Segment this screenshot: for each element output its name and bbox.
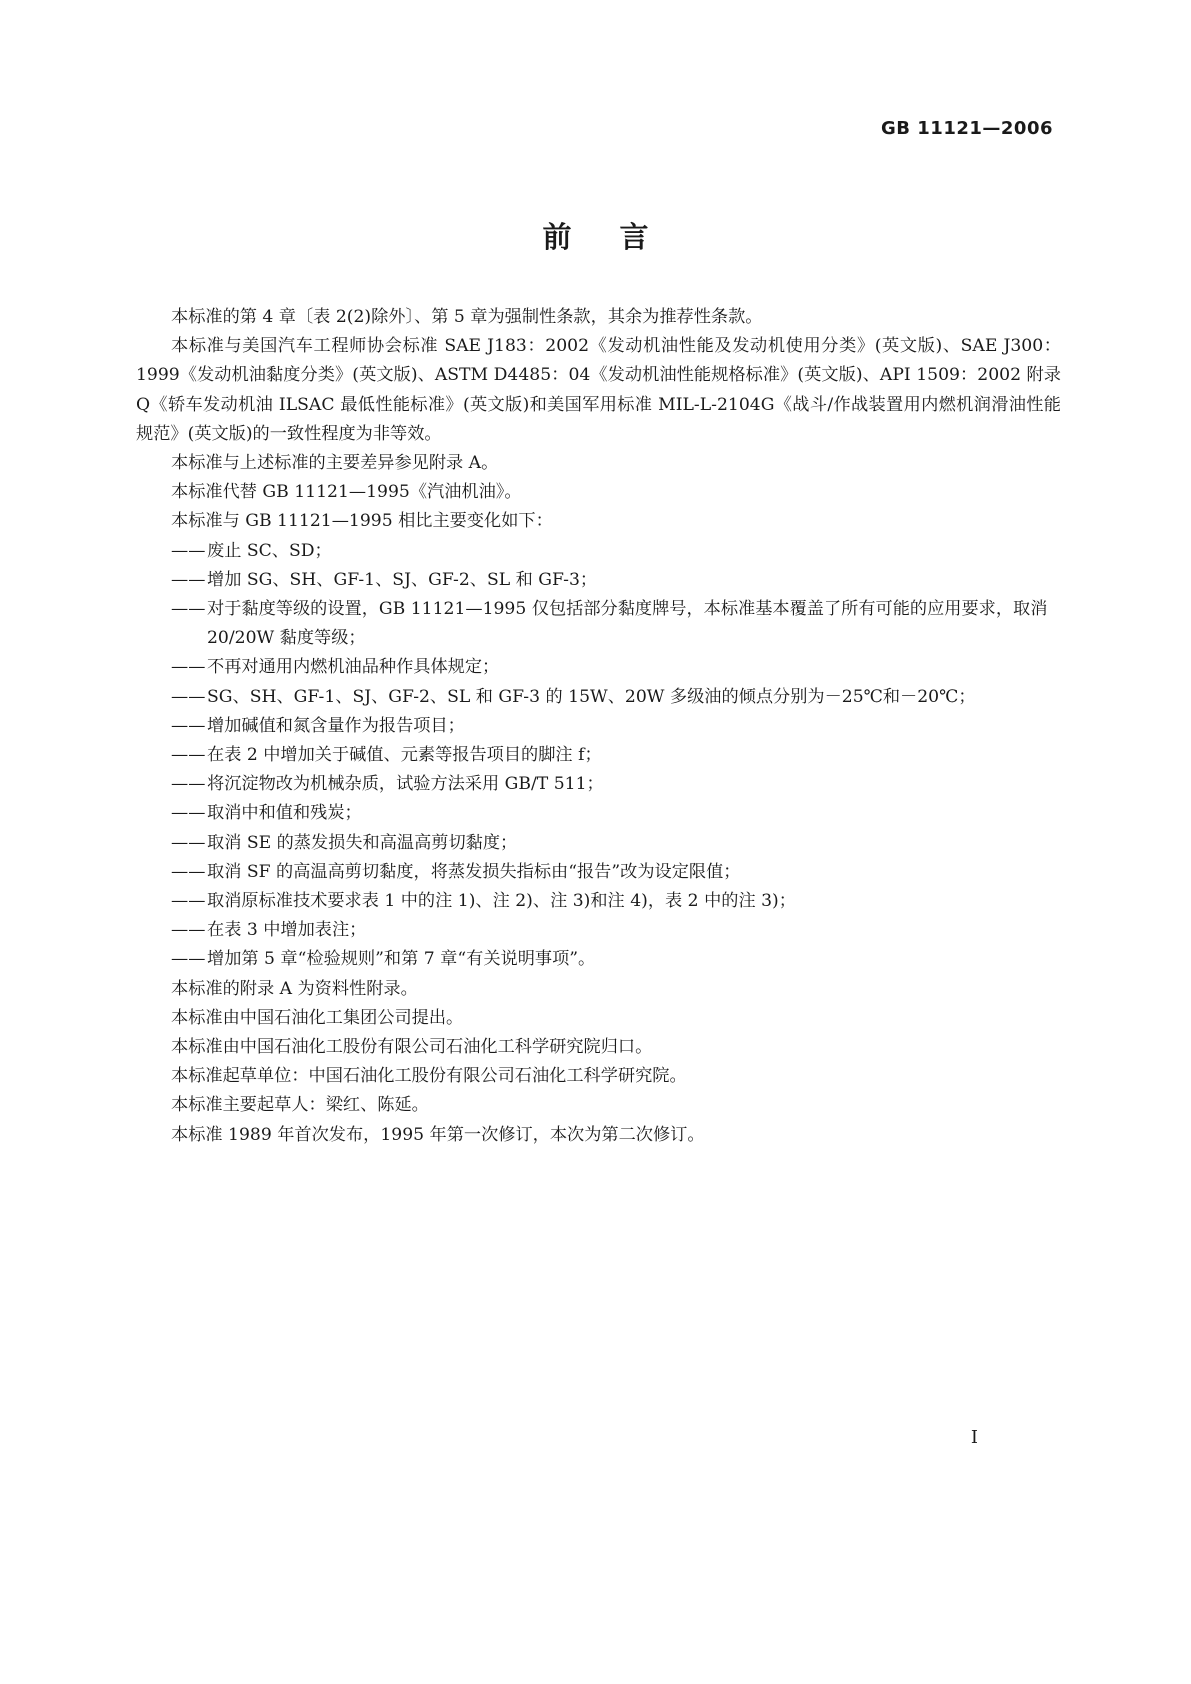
dash-marker: —— — [171, 803, 206, 824]
paragraph-changes-intro: 本标准与 GB 11121—1995 相比主要变化如下： — [171, 511, 553, 532]
page-number: I — [970, 1427, 978, 1448]
list-item-text: 不再对通用内燃机油品种作具体规定； — [207, 657, 500, 678]
list-item — [171, 683, 1061, 712]
paragraph-drafters: 本标准主要起草人：梁红、陈延。 — [171, 1095, 429, 1116]
list-item-text: 取消原标准技术要求表 1 中的注 1)、注 2)、注 3)和注 4)，表 2 中的注 3)； — [207, 891, 796, 912]
list-item — [171, 887, 1061, 916]
list-item — [171, 595, 1061, 653]
list-item-text: 取消 SE 的蒸发损失和高温高剪切黏度； — [207, 832, 518, 853]
list-item-text: 增加碱值和氮含量作为报告项目； — [207, 715, 465, 736]
list-item-text: 增加 SG、SH、GF-1、SJ、GF-2、SL 和 GF-3； — [207, 569, 598, 590]
dash-marker: —— — [171, 920, 206, 941]
dash-marker: —— — [171, 949, 206, 970]
dash-marker: —— — [171, 657, 206, 678]
list-item — [171, 566, 1061, 595]
list-item — [171, 799, 1061, 828]
paragraph-administrator: 本标准由中国石油化工股份有限公司石油化工科学研究院归口。 — [171, 1037, 653, 1058]
dash-marker: —— — [171, 540, 206, 561]
list-item-text: 取消 SF 的高温高剪切黏度，将蒸发损失指标由“报告”改为设定限值； — [207, 861, 741, 882]
dash-marker: —— — [171, 745, 206, 766]
list-item — [171, 916, 1061, 945]
list-item-text: 在表 3 中增加表注； — [207, 920, 367, 941]
dash-marker: —— — [171, 569, 206, 590]
list-item — [171, 829, 1061, 858]
dash-marker: —— — [171, 891, 206, 912]
list-item — [171, 945, 1061, 974]
list-item-text: 取消中和值和残炭； — [207, 803, 362, 824]
paragraph-annex: 本标准的附录 A 为资料性附录。 — [171, 978, 418, 999]
list-item-text: 废止 SC、SD； — [207, 540, 332, 561]
list-item-text: 对于黏度等级的设置，GB 11121—1995 仅包括部分黏度牌号，本标准基本覆盖了所有可能的应用要求，取消 20/20W 黏度等级； — [207, 599, 1048, 649]
list-item — [171, 712, 1061, 741]
dash-marker: —— — [171, 832, 206, 853]
dash-marker: —— — [171, 774, 206, 795]
list-item — [171, 770, 1061, 799]
paragraph-proposer: 本标准由中国石油化工集团公司提出。 — [171, 1007, 464, 1028]
list-item — [171, 653, 1061, 682]
dash-marker: —— — [171, 599, 206, 620]
list-item-text: 在表 2 中增加关于碱值、元素等报告项目的脚注 f； — [207, 745, 602, 766]
dash-marker: —— — [171, 861, 206, 882]
list-item — [171, 537, 1061, 566]
list-item — [171, 858, 1061, 887]
document-body — [136, 303, 1061, 1150]
standard-code: GB 11121—2006 — [881, 118, 1053, 139]
paragraph-replaces: 本标准代替 GB 11121—1995《汽油机油》。 — [171, 482, 522, 503]
paragraph-drafting-unit: 本标准起草单位：中国石油化工股份有限公司石油化工科学研究院。 — [171, 1066, 687, 1087]
list-item — [171, 741, 1061, 770]
dash-marker: —— — [171, 686, 206, 707]
dash-marker: —— — [171, 715, 206, 736]
list-item-text: SG、SH、GF-1、SJ、GF-2、SL 和 GF-3 的 15W、20W 多级油的倾点分别为－25℃和－20℃； — [207, 686, 976, 707]
paragraph-equivalence: 本标准与美国汽车工程师协会标准 SAE J183：2002《发动机油性能及发动机使用分类》(英文版)、SAE J300：1999《发动机油黏度分类》(英文版)、ASTM D4485：04《发动机油性能规格标准》(英文版)、API 1509：2002 附录 Q《轿车发动机油 ILSAC 最低性能标准》(英文版)和美国军用标准 MIL-L-2104G《战斗/作战装置用内燃机润滑油性能规范》(英文版)的一致性程度为非等效。 — [136, 336, 1061, 444]
list-item-text: 将沉淀物改为机械杂质，试验方法采用 GB/T 511； — [207, 774, 604, 795]
paragraph-clause-scope: 本标准的第 4 章〔表 2(2)除外〕、第 5 章为强制性条款，其余为推荐性条款。 — [171, 307, 763, 327]
paragraph-history: 本标准 1989 年首次发布，1995 年第一次修订，本次为第二次修订。 — [171, 1124, 705, 1145]
list-item-text: 增加第 5 章“检验规则”和第 7 章“有关说明事项”。 — [207, 949, 596, 970]
page-title: 前言 — [542, 220, 697, 254]
paragraph-differences: 本标准与上述标准的主要差异参见附录 A。 — [171, 453, 499, 474]
